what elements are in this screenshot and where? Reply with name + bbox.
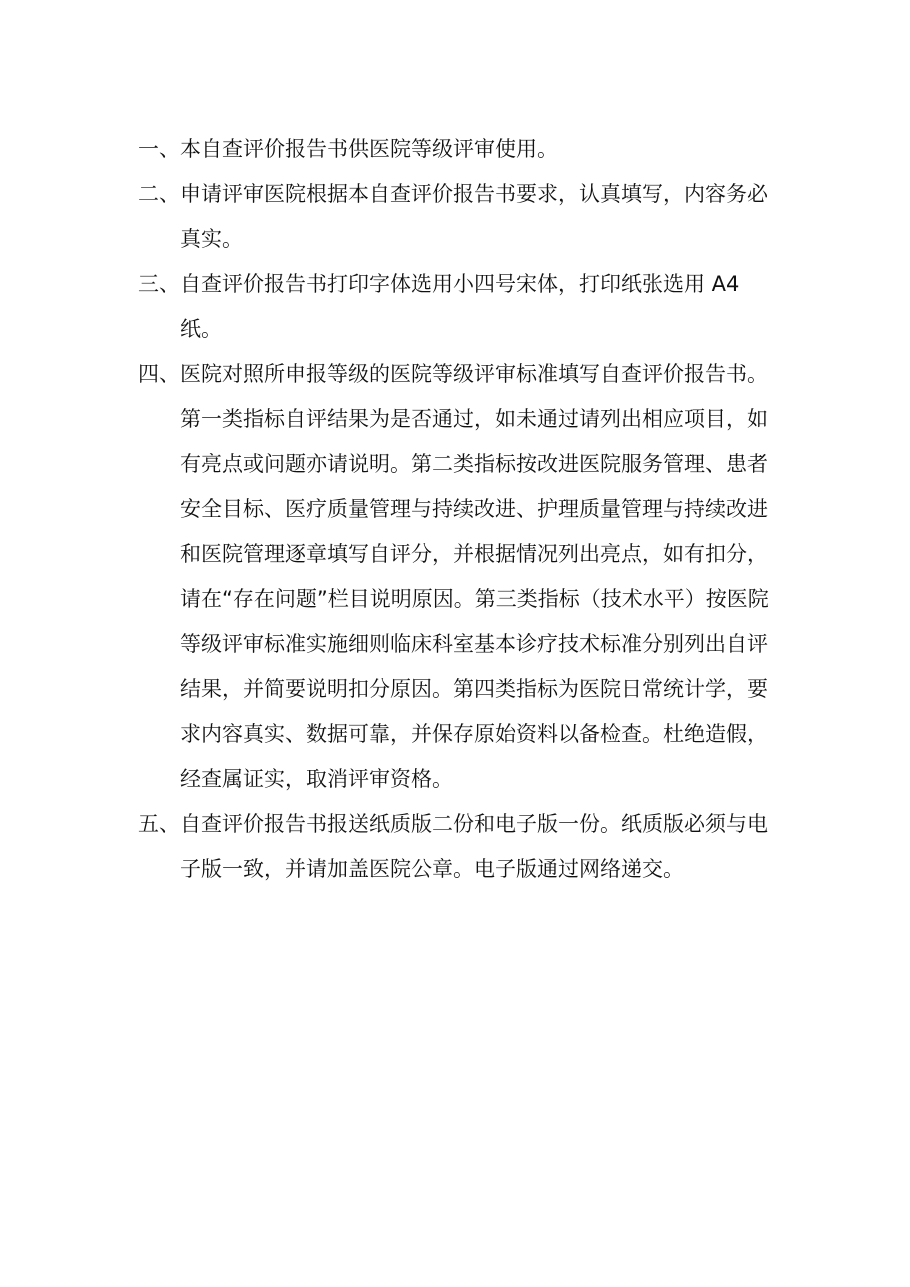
instruction-item-3: 三、自查评价报告书打印字体选用小四号宋体，打印纸张选用 A4 纸。 <box>138 272 740 341</box>
instruction-item-2: 二、申请评审医院根据本自查评价报告书要求，认真填写，内容务必真实。 <box>138 182 768 251</box>
instruction-list <box>138 127 778 892</box>
instruction-item-1: 一、本自查评价报告书供医院等级评审使用。 <box>138 137 558 161</box>
instruction-item-4: 四、医院对照所申报等级的医院等级评审标准填写自查评价报告书。第一类指标自评结果为是否通过，如未通过请列出相应项目，如有亮点或问题亦请说明。第二类指标按改进医院服务管理、患者安全目标、医疗质量管理与持续改进、护理质量管理与持续改进和医院管理逐章填写自评分，并根据情况列出亮点，如有扣分，请在“存在问题”栏目说明原因。第三类指标（技术水平）按医院等级评审标准实施细则临床科室基本诊疗技术标准分别列出自评结果，并简要说明扣分原因。第四类指标为医院日常统计学，要求内容真实、数据可靠，并保存原始资料以备检查。杜绝造假，经查属证实，取消评审资格。 <box>138 362 769 791</box>
instruction-item-5: 五、自查评价报告书报送纸质版二份和电子版一份。纸质版必须与电子版一致，并请加盖医院公章。电子版通过网络递交。 <box>138 812 768 881</box>
